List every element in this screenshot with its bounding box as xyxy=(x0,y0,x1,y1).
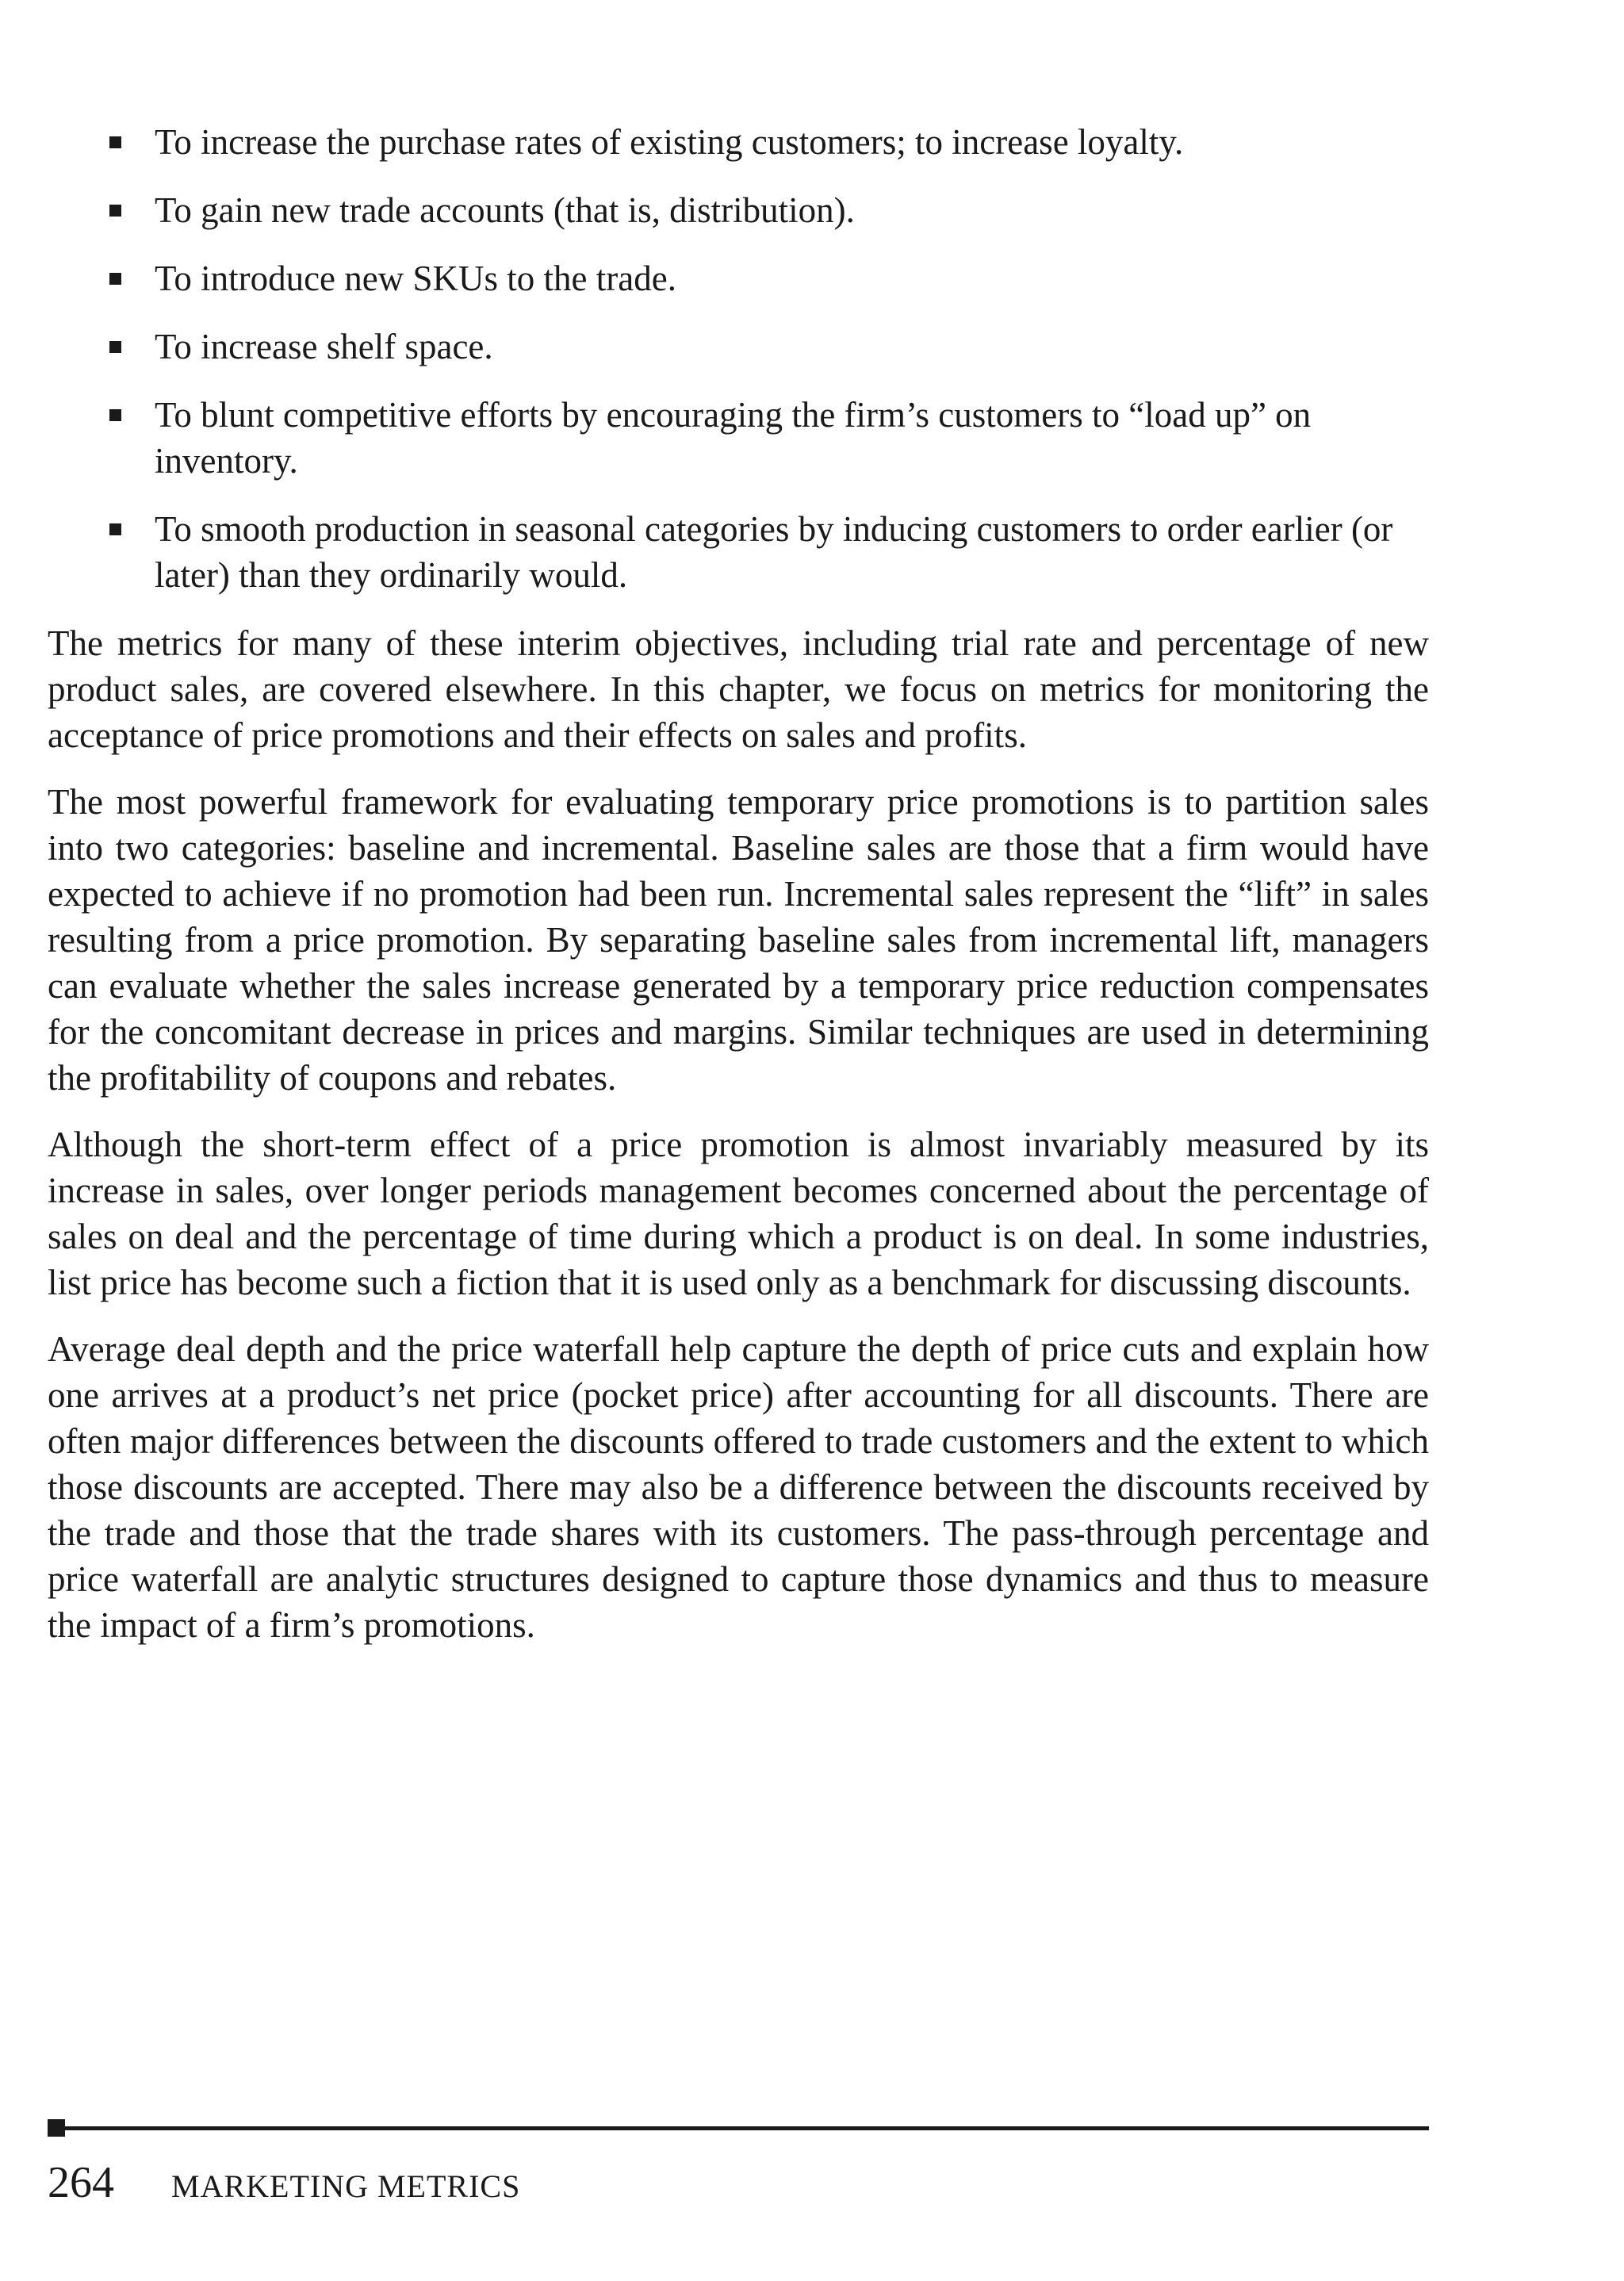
body-paragraph: The most powerful framework for evaluating temporary price promotions is to partition sales into two categories: baseline and incremental. Baseline sales are those that a firm would have expected to achieve if no promotion had been run. Incremental sales represent the “lift” in sales resulting from a price promotion. By separating baseline sales from incremental lift, managers can evaluate whether the sales increase generated by a temporary price reduction compensates for the concomitant decrease in prices and margins. Similar techniques are used in determining the profitability of coupons and rebates. xyxy=(48,782,1429,1098)
page-body xyxy=(48,119,1429,1669)
bullet-text: To increase the purchase rates of existing customers; to increase loyalty. xyxy=(155,122,1184,162)
page-footer xyxy=(48,2157,520,2208)
body-paragraph: Average deal depth and the price waterfall help capture the depth of price cuts and explain how one arrives at a product’s net price (pocket price) after accounting for all discounts. There are often major differences between the discounts offered to trade customers and the extent to which those discounts are accepted. There may also be a difference between the discounts received by the trade and those that the trade shares with its customers. The pass-through percentage and price waterfall are analytic structures designed to capture those dynamics and thus to measure the impact of a firm’s promotions. xyxy=(48,1329,1429,1645)
body-paragraph: Although the short-term effect of a price promotion is almost invariably measured by its increase in sales, over longer periods management becomes concerned about the percentage of sales on deal and the percentage of time during which a product is on deal. In some industries, list price has become such a fiction that it is used only as a benchmark for discussing discounts. xyxy=(48,1125,1429,1302)
bullet-item xyxy=(48,187,1429,233)
square-bullet-icon xyxy=(109,523,121,535)
bullet-text: To introduce new SKUs to the trade. xyxy=(155,259,676,298)
running-title: MARKETING METRICS xyxy=(171,2168,521,2204)
bullet-item xyxy=(48,392,1429,484)
bullet-item xyxy=(48,119,1429,165)
square-bullet-icon xyxy=(109,341,121,353)
footer-divider xyxy=(65,2126,1429,2130)
bullet-item xyxy=(48,255,1429,301)
body-paragraph: The metrics for many of these interim objectives, including trial rate and percentage of new product sales, are covered elsewhere. In this chapter, we focus on metrics for monitoring the acceptance of price promotions and their effects on sales and profits. xyxy=(48,623,1429,755)
square-bullet-icon xyxy=(109,136,121,148)
bullet-text: To increase shelf space. xyxy=(155,327,493,366)
square-bullet-icon xyxy=(109,409,121,421)
footer-rule xyxy=(48,2119,1429,2137)
footer-square-icon xyxy=(48,2119,65,2137)
bullet-item xyxy=(48,506,1429,598)
bullet-item xyxy=(48,324,1429,370)
objectives-bullet-list xyxy=(48,119,1429,598)
page-number: 264 xyxy=(48,2158,114,2207)
square-bullet-icon xyxy=(109,205,121,217)
bullet-text: To smooth production in seasonal categories by inducing customers to order earlier (or later) than they ordinarily would. xyxy=(155,509,1393,595)
bullet-text: To gain new trade accounts (that is, distribution). xyxy=(155,190,855,230)
bullet-text: To blunt competitive efforts by encouraging the firm’s customers to “load up” on inventory. xyxy=(155,395,1312,481)
square-bullet-icon xyxy=(109,273,121,285)
